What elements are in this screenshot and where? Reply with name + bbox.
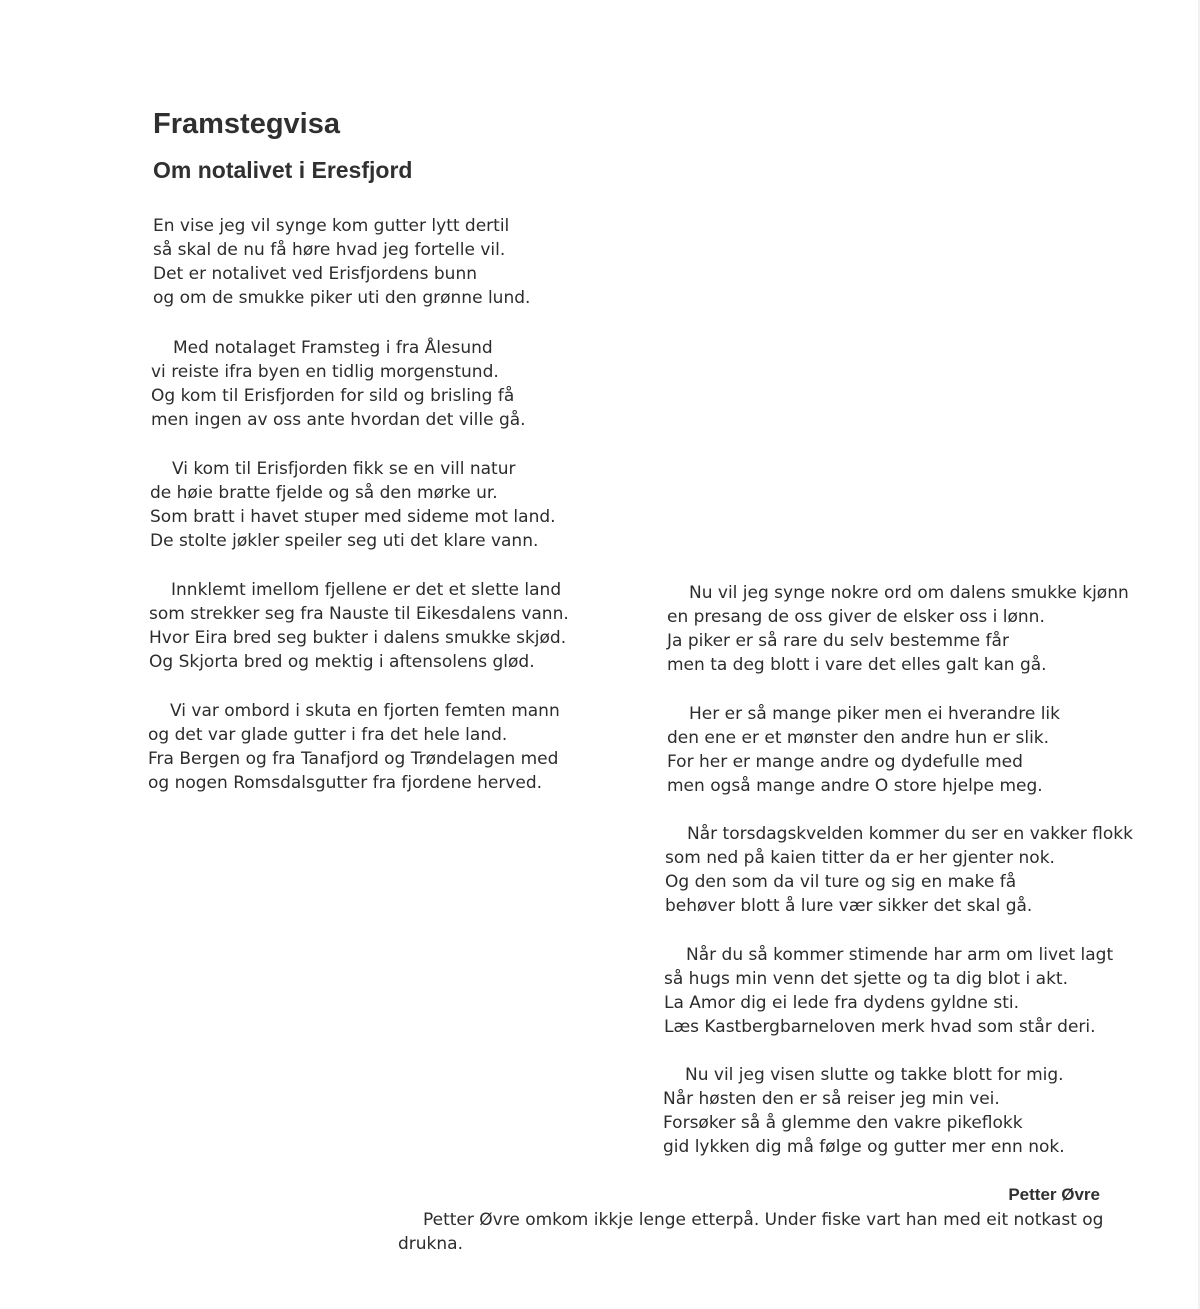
- verse-line: Nu vil jeg visen slutte og takke blott for mig.: [685, 1065, 1064, 1085]
- verse-line: Og den som da vil ture og sig en make få: [665, 872, 1017, 892]
- verse-line: gid lykken dig må følge og gutter mer enn nok.: [663, 1137, 1065, 1157]
- verse-line: vi reiste ifra byen en tidlig morgenstund.: [151, 362, 499, 382]
- verse-line: Når torsdagskvelden kommer du ser en vakker flokk: [687, 824, 1133, 844]
- verse-line: La Amor dig ei lede fra dydens gyldne sti.: [664, 993, 1019, 1013]
- verse-line: men ingen av oss ante hvordan det ville gå.: [151, 410, 526, 430]
- right-stanza-2: [667, 702, 1060, 798]
- left-stanza-1: [153, 214, 530, 310]
- page-title: Framstegvisa: [153, 108, 340, 140]
- verse-line: De stolte jøkler speiler seg uti det klare vann.: [150, 531, 539, 551]
- verse-line: Som bratt i havet stuper med sideme mot land.: [150, 507, 556, 527]
- verse-line: og om de smukke piker uti den grønne lund.: [153, 288, 531, 308]
- footnote-paragraph: Petter Øvre omkom ikkje lenge etterpå. Under fiske vart han med eit notkast og drukna.: [398, 1210, 1104, 1254]
- verse-line: en presang de oss giver de elsker oss i lønn.: [667, 607, 1045, 627]
- verse-line: Forsøker så å glemme den vakre pikeflokk: [663, 1113, 1023, 1133]
- verse-line: Og Skjorta bred og mektig i aftensolens glød.: [149, 652, 535, 672]
- right-stanza-1: [667, 581, 1129, 677]
- verse-line: men også mange andre O store hjelpe meg.: [667, 776, 1043, 796]
- verse-line: Det er notalivet ved Erisfjordens bunn: [153, 264, 477, 284]
- verse-line: og det var glade gutter i fra det hele land.: [148, 725, 508, 745]
- verse-line: Vi kom til Erisfjorden fikk se en vill natur: [172, 459, 516, 479]
- verse-line: Læs Kastbergbarneloven merk hvad som står deri.: [664, 1017, 1096, 1037]
- verse-line: Hvor Eira bred seg bukter i dalens smukke skjød.: [149, 628, 567, 648]
- verse-line: Her er så mange piker men ei hverandre lik: [689, 704, 1060, 724]
- verse-line: den ene er et mønster den andre hun er slik.: [667, 728, 1050, 748]
- verse-line: Når du så kommer stimende har arm om livet lagt: [686, 945, 1114, 965]
- right-stanza-3: [665, 822, 1133, 918]
- verse-line: Når høsten den er så reiser jeg min vei.: [663, 1089, 1000, 1109]
- verse-line: de høie bratte fjelde og så den mørke ur.: [150, 483, 498, 503]
- left-stanza-5: [148, 699, 560, 795]
- verse-line: som ned på kaien titter da er her gjenter nok.: [665, 848, 1055, 868]
- verse-line: men ta deg blott i vare det elles galt kan gå.: [667, 655, 1047, 675]
- verse-line: Med notalaget Framsteg i fra Ålesund: [173, 338, 493, 358]
- verse-line: Nu vil jeg synge nokre ord om dalens smukke kjønn: [689, 583, 1129, 603]
- verse-line: Fra Bergen og fra Tanafjord og Trøndelagen med: [148, 749, 559, 769]
- author-signature: Petter Øvre: [1008, 1185, 1100, 1204]
- right-stanza-5: [663, 1063, 1065, 1159]
- left-stanza-4: [149, 578, 569, 674]
- verse-line: så skal de nu få høre hvad jeg fortelle vil.: [153, 240, 506, 260]
- verse-line: Ja piker er så rare du selv bestemme får: [667, 631, 1009, 651]
- verse-line: behøver blott å lure vær sikker det skal gå.: [665, 896, 1033, 916]
- verse-line: Innklemt imellom fjellene er det et slette land: [171, 580, 562, 600]
- verse-line: Vi var ombord i skuta en fjorten femten mann: [170, 701, 560, 721]
- verse-line: For her er mange andre og dydefulle med: [667, 752, 1023, 772]
- verse-line: så hugs min venn det sjette og ta dig blot i akt.: [664, 969, 1068, 989]
- verse-line: En vise jeg vil synge kom gutter lytt dertil: [153, 216, 510, 236]
- left-stanza-2: [151, 336, 526, 432]
- verse-line: som strekker seg fra Nauste til Eikesdalens vann.: [149, 604, 569, 624]
- page-subtitle: Om notalivet i Eresfjord: [153, 157, 413, 183]
- verse-line: og nogen Romsdalsgutter fra fjordene herved.: [148, 773, 543, 793]
- left-stanza-3: [150, 457, 556, 553]
- verse-line: Og kom til Erisfjorden for sild og brisling få: [151, 386, 515, 406]
- right-stanza-4: [664, 943, 1113, 1039]
